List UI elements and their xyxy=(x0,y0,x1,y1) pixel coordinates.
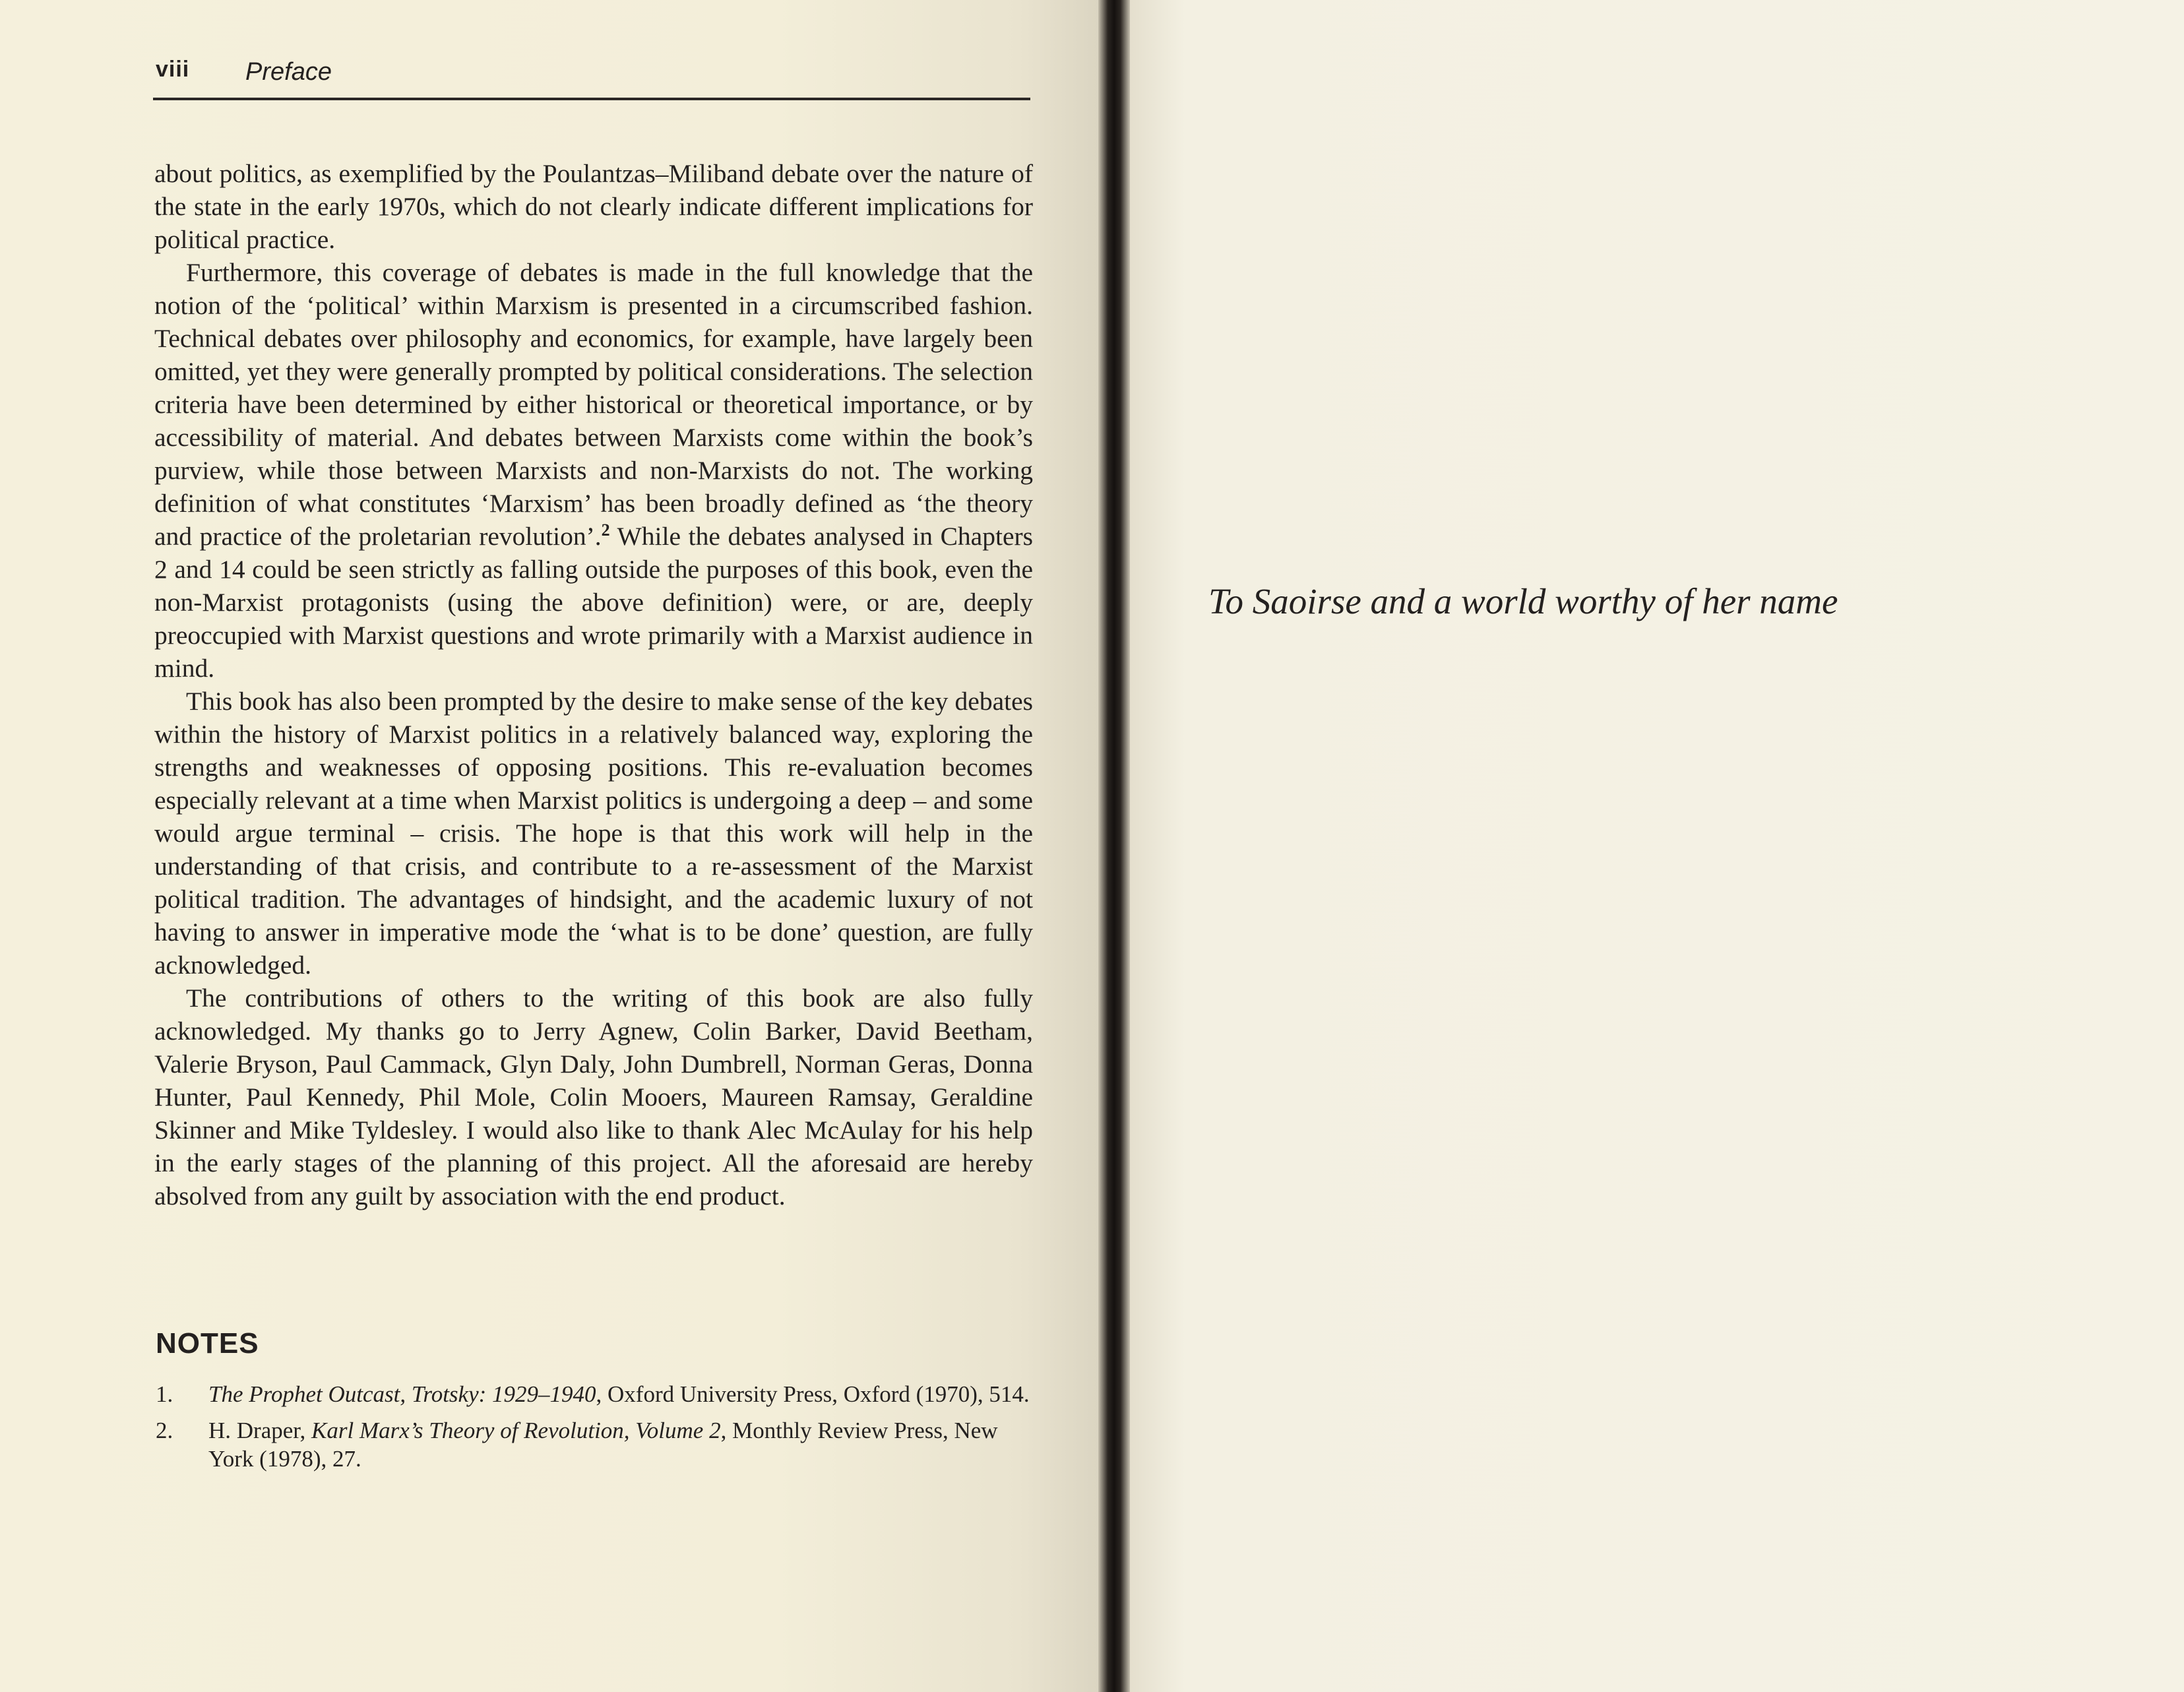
right-page xyxy=(1121,0,2184,1692)
note-title: The Prophet Outcast, Trotsky: 1929–1940 xyxy=(208,1381,596,1407)
paragraph: Furthermore, this coverage of debates is made in the full knowledge that the notion of the ‘political’ within Marxism is presented in a circumscribed fashion. Technical debates over philosophy and economics, for example, have largely been omitted, yet they were generally prompted by political considerations. The selection criteria have been determined by either historical or theoretical importance, or by accessibility of material. And debates between Marxists come within the book’s purview, while those between Marxists and non-Marxists do not. The working definition of what constitutes ‘Marxism’ has been broadly defined as ‘the theory and practice of the proletarian revolution’.$^2$ While the debates analysed in Chapters 2 and 14 could be seen strictly as falling outside the purposes of this book, even the non-Marxist protagonists (using the above definition) were, or are, deeply preoccupied with Marxist questions and wrote primarily with a Marxist audience in mind. xyxy=(154,258,1033,683)
notes-list xyxy=(156,1380,1033,1481)
paragraph: This book has also been prompted by the desire to make sense of the key debates within the history of Marxist politics in a relatively balanced way, exploring the strengths and weaknesses of opposing positions. This re-evaluation becomes especially relevant at a time when Marxist politics is undergoing a deep – and some would argue terminal – crisis. The hope is that this work will help in the understanding of that crisis, and contribute to a re-assessment of the Marxist political tradition. The advantages of hindsight, and the academic luxury of not having to answer in imperative mode the ‘what is to be done’ question, are fully acknowledged. xyxy=(154,687,1033,980)
note-item xyxy=(156,1380,1033,1408)
note-title: Karl Marx’s Theory of Revolution, Volume 2 xyxy=(311,1418,721,1443)
note-item xyxy=(156,1416,1033,1473)
note-text: H. Draper, Karl Marx’s Theory of Revolution, Volume 2, Monthly Review Press, New York (1978), 27. xyxy=(208,1418,998,1472)
note-author: H. Draper, xyxy=(208,1418,312,1443)
page-number: viii xyxy=(156,57,190,82)
note-text: The Prophet Outcast, Trotsky: 1929–1940, Oxford University Press, Oxford (1970), 514. xyxy=(208,1381,1030,1407)
running-header xyxy=(153,55,1030,100)
note-number: 2. xyxy=(156,1418,173,1443)
footnote-reference: 2 xyxy=(601,520,610,540)
running-title: Preface xyxy=(245,58,332,86)
book-gutter xyxy=(1098,0,1130,1692)
notes-heading: NOTES xyxy=(156,1327,259,1360)
preface-body xyxy=(154,157,1033,1212)
note-number: 1. xyxy=(156,1381,173,1407)
dedication: To Saoirse and a world worthy of her name xyxy=(1208,581,1838,621)
paragraph: The contributions of others to the writing of this book are also fully acknowledged. My thanks go to Jerry Agnew, Colin Barker, David Beetham, Valerie Bryson, Paul Cammack, Glyn Daly, John Dumbrell, Norman Geras, Donna Hunter, Paul Kennedy, Phil Mole, Colin Mooers, Maureen Ramsay, Geraldine Skinner and Mike Tyldesley. I would also like to thank Alec McAulay for his help in the early stages of the planning of this project. All the aforesaid are hereby absolved from any guilt by association with the end product. xyxy=(154,984,1033,1210)
paragraph: about politics, as exemplified by the Poulantzas–Miliband debate over the nature of the state in the early 1970s, which do not clearly indicate different implications for political practice. xyxy=(154,159,1033,254)
